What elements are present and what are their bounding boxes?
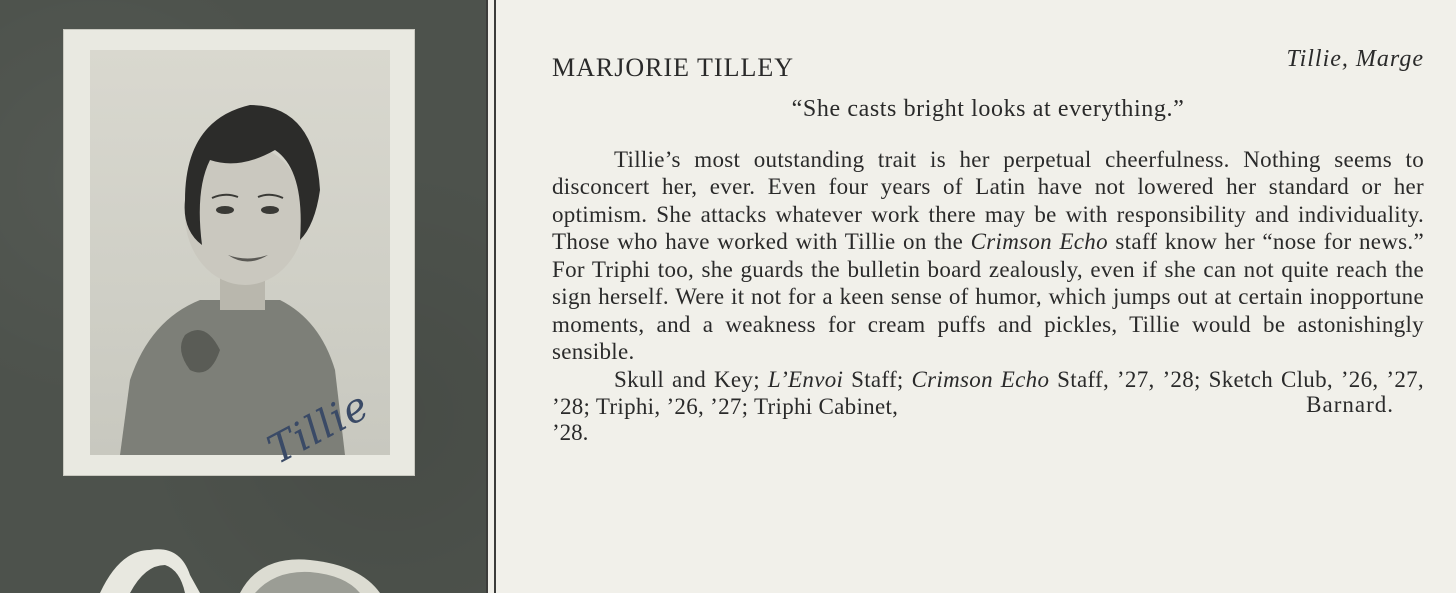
- column-divider: [486, 0, 498, 593]
- photo-frame: [64, 30, 414, 475]
- college-name: Barnard.: [1306, 391, 1394, 417]
- student-name: MARJORIE TILLEY: [552, 53, 795, 82]
- student-quote: “She casts bright looks at everything.”: [791, 96, 1185, 122]
- student-activities: Skull and Key; L’Envoi Staff; Crimson Echo Staff, ’27, ’28; Sketch Club, ’26, ’27, ’28; Triphi, ’26, ’27; Triphi Cabinet,: [552, 366, 1424, 419]
- emblem-ornament: [90, 530, 400, 593]
- portrait-photo: [90, 50, 390, 474]
- class-year: ’28.: [552, 419, 589, 445]
- student-nickname: Tillie, Marge: [1286, 46, 1424, 72]
- name-row: [552, 40, 1424, 84]
- photo-panel: [0, 0, 486, 593]
- signature: Tillie: [260, 382, 378, 474]
- profile-text: [552, 40, 1424, 447]
- student-bio: Tillie’s most outstanding trait is her perpetual cheerfulness. Nothing seems to disconcert her, ever. Even four years of Latin have not lowered her standard or her optimism. She attacks whatever work there may be with responsibility and individuality. Those who have worked with Tillie on the Crimson Echo staff know her “nose for news.” For Triphi too, she guards the bulletin board zealously, even if she can not quite reach the sign herself. Were it not for a keen sense of humor, which jumps out at certain inopportune moments, and a weakness for cream puffs and pickles, Tillie would be astonishingly sensible.: [552, 146, 1424, 364]
